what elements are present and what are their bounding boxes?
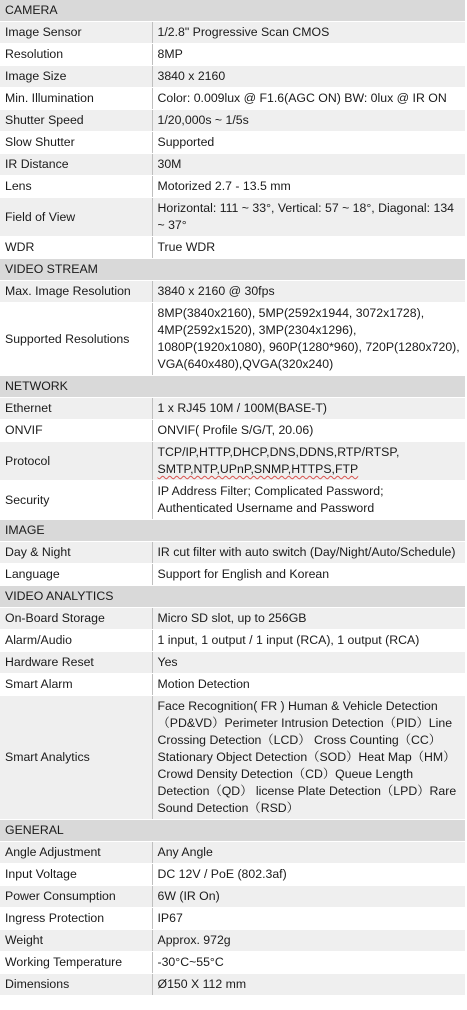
spec-label: Angle Adjustment (0, 842, 152, 864)
spec-value: Any Angle (152, 842, 465, 864)
spec-value: DC 12V / PoE (802.3af) (152, 864, 465, 886)
spec-label: On-Board Storage (0, 608, 152, 630)
spec-row (0, 952, 465, 974)
spec-label: Ingress Protection (0, 908, 152, 930)
section-header-video-analytics (0, 586, 465, 608)
spec-label: Language (0, 564, 152, 586)
spec-row (0, 398, 465, 420)
spec-value: Motion Detection (152, 674, 465, 696)
spec-value: Motorized 2.7 - 13.5 mm (152, 176, 465, 198)
spec-row (0, 974, 465, 996)
spec-row (0, 420, 465, 442)
spec-row (0, 154, 465, 176)
spec-row (0, 908, 465, 930)
spec-label: Hardware Reset (0, 652, 152, 674)
section-title: GENERAL (0, 820, 465, 842)
section-title: VIDEO STREAM (0, 259, 465, 281)
spec-value: 1/20,000s ~ 1/5s (152, 110, 465, 132)
spec-label: Supported Resolutions (0, 303, 152, 376)
spec-label: Lens (0, 176, 152, 198)
spec-row (0, 481, 465, 520)
spec-value: 1 input, 1 output / 1 input (RCA), 1 output (RCA) (152, 630, 465, 652)
spec-value: Horizontal: 111 ~ 33°, Vertical: 57 ~ 18°, Diagonal: 134 ~ 37° (152, 198, 465, 237)
spec-label: Alarm/Audio (0, 630, 152, 652)
spec-label: Min. Illumination (0, 88, 152, 110)
spec-value: Approx. 972g (152, 930, 465, 952)
spec-row (0, 842, 465, 864)
spec-row (0, 564, 465, 586)
spec-label: Image Sensor (0, 22, 152, 44)
spec-label: Power Consumption (0, 886, 152, 908)
spec-row (0, 696, 465, 820)
spec-label: ONVIF (0, 420, 152, 442)
section-header-video-stream (0, 259, 465, 281)
spec-value: Supported (152, 132, 465, 154)
spec-value: 1/2.8" Progressive Scan CMOS (152, 22, 465, 44)
spec-label: Smart Analytics (0, 696, 152, 820)
spec-value: TCP/IP,HTTP,DHCP,DNS,DDNS,RTP/RTSP, (157, 445, 400, 459)
spec-label: Day & Night (0, 542, 152, 564)
spec-label: Input Voltage (0, 864, 152, 886)
section-title: IMAGE (0, 520, 465, 542)
section-title: VIDEO ANALYTICS (0, 586, 465, 608)
spec-row (0, 630, 465, 652)
spec-value-continued: SMTP,NTP,UPnP,SNMP,HTTPS,FTP (157, 462, 359, 476)
spec-value: Ø150 X 112 mm (152, 974, 465, 996)
spec-label: WDR (0, 237, 152, 259)
spec-label: Shutter Speed (0, 110, 152, 132)
spec-row (0, 652, 465, 674)
spec-row (0, 44, 465, 66)
spec-row (0, 198, 465, 237)
spec-label: Resolution (0, 44, 152, 66)
section-title: NETWORK (0, 376, 465, 398)
spec-label: Security (0, 481, 152, 520)
spec-value: IP67 (152, 908, 465, 930)
spec-value: Face Recognition( FR ) Human & Vehicle Detection（PD&VD）Perimeter Intrusion Detection（PID）Line Crossing Detection（LCD） Cross Counting（CC）Stationary Object Detection（SOD）Heat Map（HM）Crowd Density Detection（CD）Queue Length Detection（QD） license Plate Detection（LPD）Rare Sound Detection（RSD） (152, 696, 465, 820)
spec-row (0, 132, 465, 154)
spec-row (0, 237, 465, 259)
spec-row (0, 176, 465, 198)
spec-value: 3840 x 2160 @ 30fps (152, 281, 465, 303)
spec-value: 3840 x 2160 (152, 66, 465, 88)
spec-row (0, 542, 465, 564)
spec-value: 8MP(3840x2160), 5MP(2592x1944, 3072x1728), 4MP(2592x1520), 3MP(2304x1296), 1080P(1920x1080), 960P(1280*960), 720P(1280x720), VGA(640x480),QVGA(320x240) (152, 303, 465, 376)
spec-row (0, 886, 465, 908)
spec-row (0, 674, 465, 696)
spec-value: IP Address Filter; Complicated Password; Authenticated Username and Password (152, 481, 465, 520)
spec-value-cell (152, 442, 465, 481)
spec-row (0, 88, 465, 110)
spec-label: Weight (0, 930, 152, 952)
section-header-camera (0, 0, 465, 22)
spec-value: Micro SD slot, up to 256GB (152, 608, 465, 630)
section-header-image (0, 520, 465, 542)
section-header-general (0, 820, 465, 842)
spec-value: 8MP (152, 44, 465, 66)
spec-label: Image Size (0, 66, 152, 88)
spec-value: ONVIF( Profile S/G/T, 20.06) (152, 420, 465, 442)
spec-value: Color: 0.009lux @ F1.6(AGC ON) BW: 0lux @ IR ON (152, 88, 465, 110)
spec-row (0, 66, 465, 88)
spec-value: 1 x RJ45 10M / 100M(BASE-T) (152, 398, 465, 420)
spec-label: IR Distance (0, 154, 152, 176)
section-header-network (0, 376, 465, 398)
spec-label: Dimensions (0, 974, 152, 996)
spec-row (0, 22, 465, 44)
spec-row (0, 930, 465, 952)
spec-row (0, 281, 465, 303)
spec-row (0, 608, 465, 630)
spec-row (0, 864, 465, 886)
spec-row (0, 303, 465, 376)
spec-label: Max. Image Resolution (0, 281, 152, 303)
spec-value: IR cut filter with auto switch (Day/Night/Auto/Schedule) (152, 542, 465, 564)
section-title: CAMERA (0, 0, 465, 22)
spec-label: Smart Alarm (0, 674, 152, 696)
spec-label: Field of View (0, 198, 152, 237)
spec-value: Yes (152, 652, 465, 674)
spec-label: Working Temperature (0, 952, 152, 974)
spec-row (0, 110, 465, 132)
spec-value: -30°C~55°C (152, 952, 465, 974)
spec-value: 30M (152, 154, 465, 176)
spec-label: Protocol (0, 442, 152, 481)
spec-row (0, 442, 465, 481)
spec-label: Slow Shutter (0, 132, 152, 154)
spec-value: True WDR (152, 237, 465, 259)
spec-label: Ethernet (0, 398, 152, 420)
spec-value: Support for English and Korean (152, 564, 465, 586)
spec-value: 6W (IR On) (152, 886, 465, 908)
